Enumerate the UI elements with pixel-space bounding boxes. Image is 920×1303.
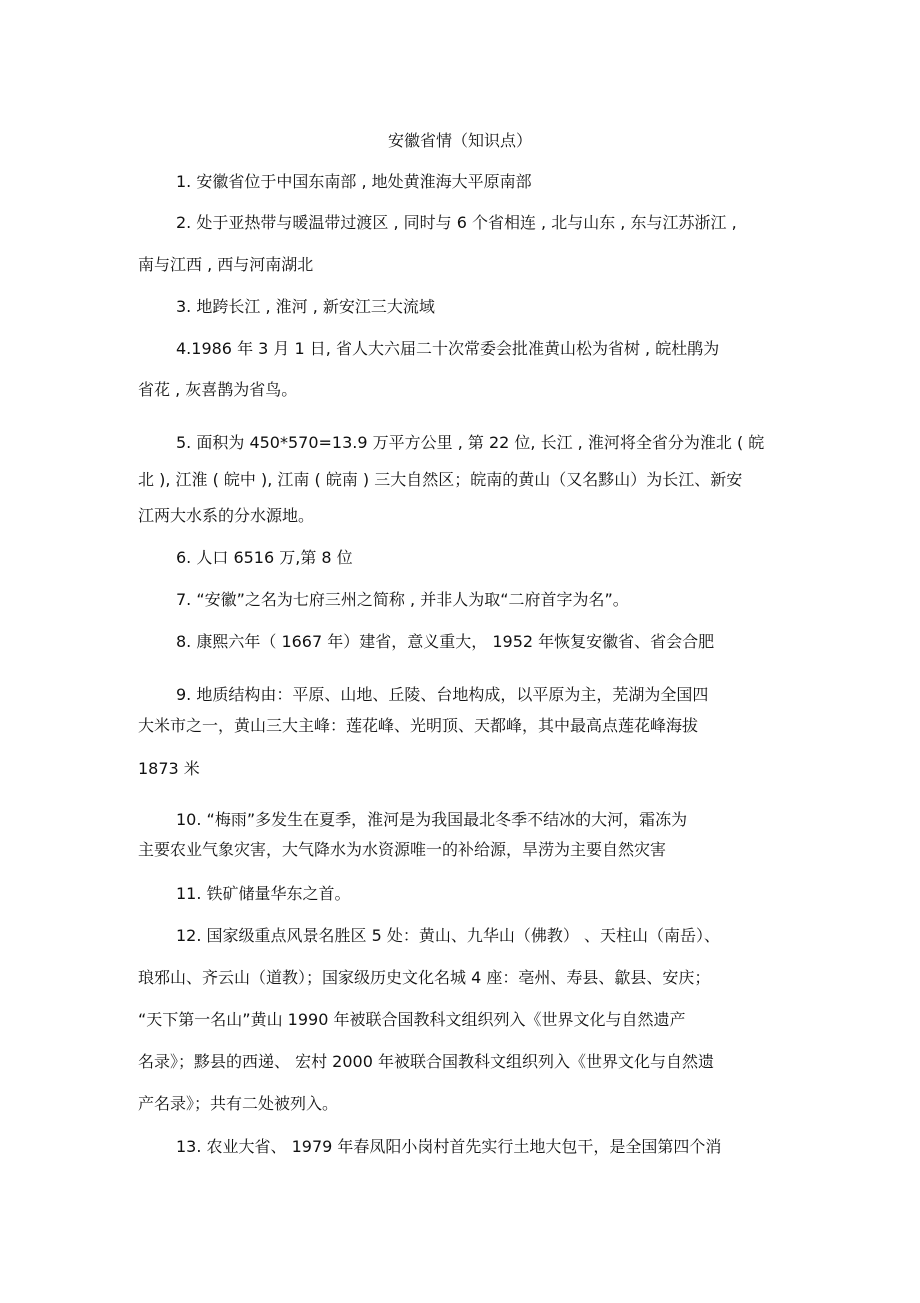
text-line: 5. 面积为 450*570=13.9 万平方公里 , 第 22 位, 长江 , 淮河将全省分为淮北 ( 皖 xyxy=(176,433,765,452)
text-line: “天下第一名山”黄山 1990 年被联合国教科文组织列入《世界文化与自然遗产 xyxy=(138,1010,686,1029)
text-line: 省花 , 灰喜鹊为省鸟。 xyxy=(138,380,298,399)
text-line: 4.1986 年 3 月 1 日, 省人大六届二十次常委会批准黄山松为省树 , 皖杜鹃为 xyxy=(176,339,720,358)
text-line: 1. 安徽省位于中国东南部 , 地处黄淮海大平原南部 xyxy=(176,172,532,191)
text-line: 12. 国家级重点风景名胜区 5 处：黄山、九华山（佛教） 、天柱山（南岳）、 xyxy=(176,926,720,945)
text-line: 10. “梅雨”多发生在夏季，淮河是为我国最北冬季不结冰的大河，霜冻为 xyxy=(176,810,688,829)
text-line: 南与江西 , 西与河南湖北 xyxy=(138,255,314,274)
text-line: 产名录》；共有二处被列入。 xyxy=(138,1094,339,1113)
text-line: 名录》；黟县的西递、 宏村 2000 年被联合国教科文组织列入《世界文化与自然遗 xyxy=(138,1052,714,1071)
text-line: 琅邪山、齐云山（道教）；国家级历史文化名城 4 座：亳州、寿县、歙县、安庆； xyxy=(138,968,711,987)
text-line: 1873 米 xyxy=(138,759,200,778)
text-line: 6. 人口 6516 万,第 8 位 xyxy=(176,548,353,567)
text-line: 主要农业气象灾害，大气降水为水资源唯一的补给源，旱涝为主要自然灾害 xyxy=(138,840,667,859)
text-line: 北 ), 江淮 ( 皖中 ), 江南 ( 皖南 ) 三大自然区；皖南的黄山（又名黟山）为长江、新安 xyxy=(138,470,743,489)
text-line: 11. 铁矿储量华东之首。 xyxy=(176,884,351,903)
text-line: 7. “安徽”之名为七府三州之简称 , 并非人为取“二府首字为名”。 xyxy=(176,590,629,609)
text-line: 3. 地跨长江 , 淮河 , 新安江三大流域 xyxy=(176,297,435,316)
text-line: 9. 地质结构由：平原、山地、丘陵、台地构成，以平原为主，芜湖为全国四 xyxy=(176,685,709,704)
text-line: 8. 康熙六年（ 1667 年）建省，意义重大， 1952 年恢复安徽省、省会合肥 xyxy=(176,632,715,651)
document-title: 安徽省情（知识点） xyxy=(387,131,532,150)
text-line: 江两大水系的分水源地。 xyxy=(138,506,315,525)
text-line: 2. 处于亚热带与暖温带过渡区 , 同时与 6 个省相连 , 北与山东 , 东与江苏浙江 , xyxy=(176,213,737,232)
text-line: 13. 农业大省、 1979 年春凤阳小岗村首先实行土地大包干，是全国第四个消 xyxy=(176,1137,722,1156)
text-line: 大米市之一，黄山三大主峰：莲花峰、光明顶、天都峰，其中最高点莲花峰海拔 xyxy=(138,716,699,735)
